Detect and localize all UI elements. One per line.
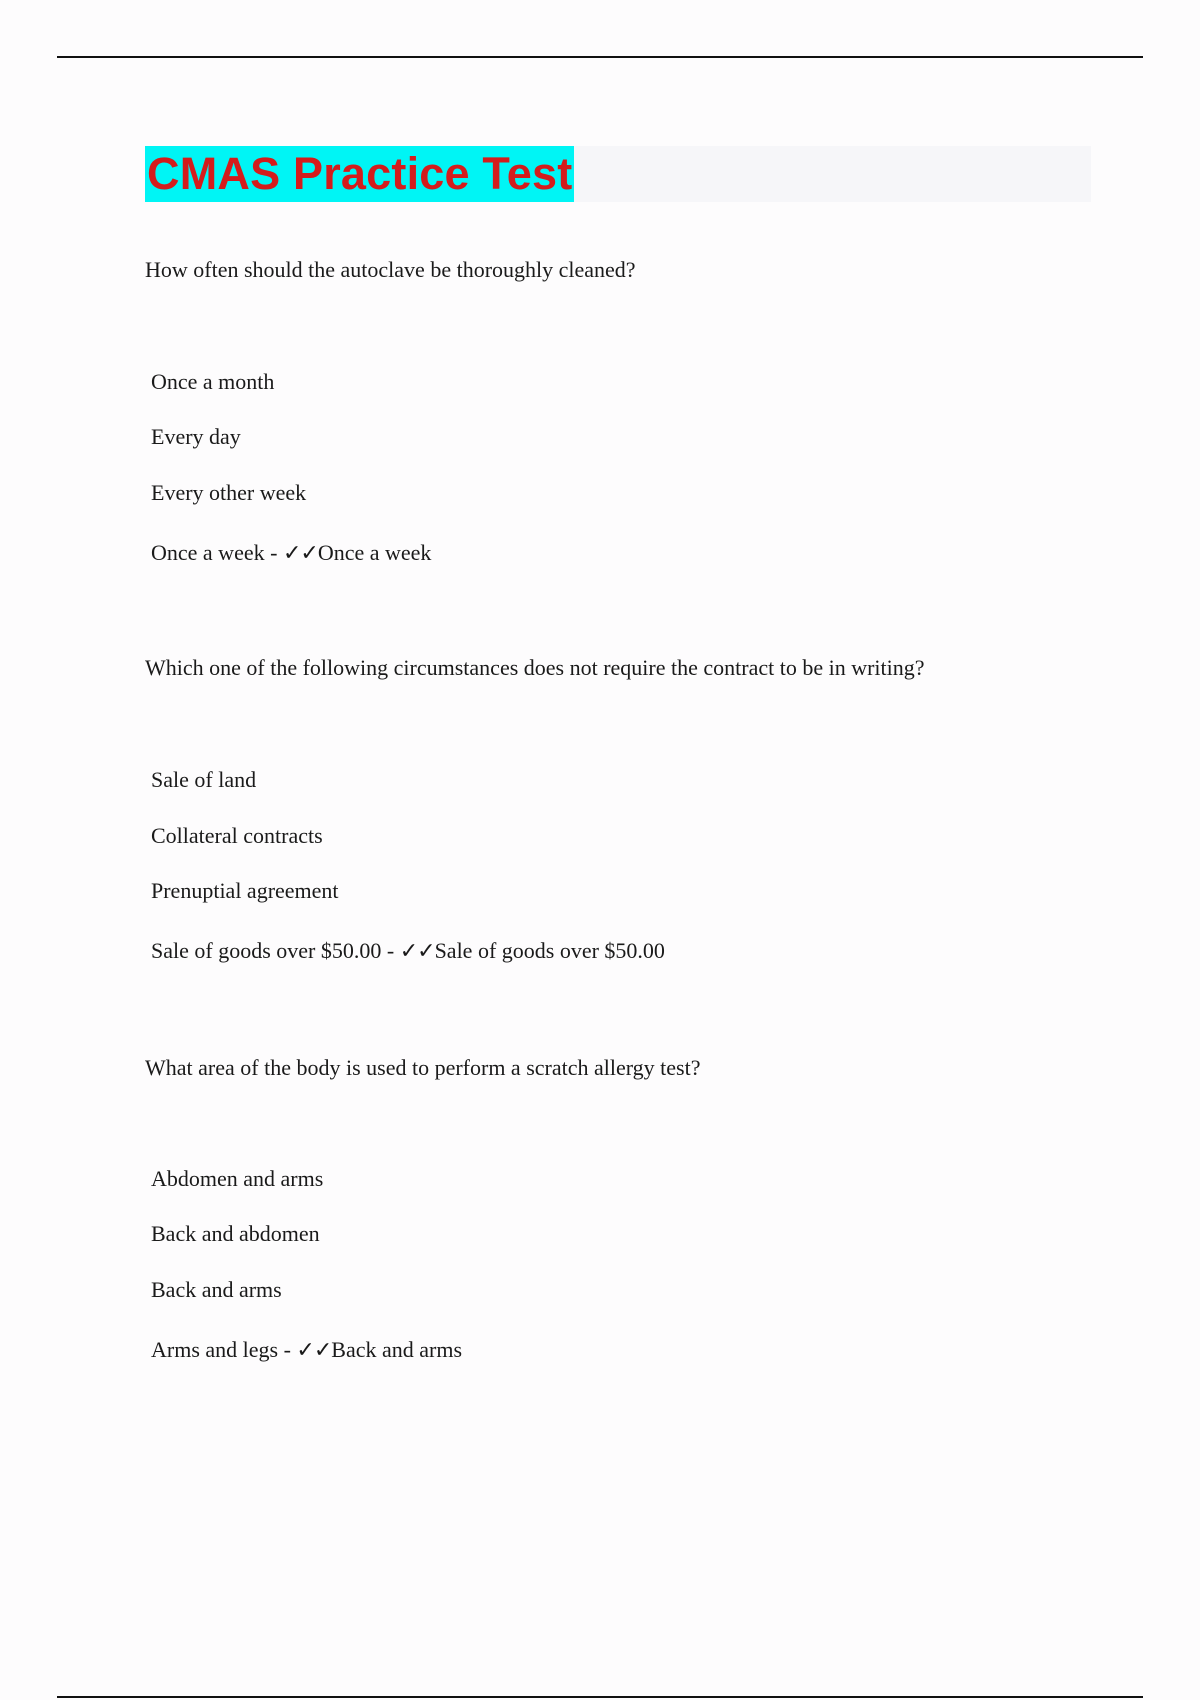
question-3-option-1: Abdomen and arms: [151, 1166, 324, 1191]
question-3-option-4: Arms and legs -: [151, 1337, 297, 1362]
document-title: CMAS Practice Test: [147, 148, 573, 199]
question-2-option-3: Prenuptial agreement: [151, 878, 339, 903]
question-1-option-2: Every day: [151, 424, 241, 449]
question-2-option-4-with-answer: [151, 938, 665, 965]
question-2-answer: Sale of goods over $50.00: [434, 938, 665, 963]
question-2-option-1: Sale of land: [151, 767, 257, 792]
question-1-option-4-with-answer: [151, 540, 431, 567]
question-1-text: How often should the autoclave be thoroughly cleaned?: [145, 257, 636, 282]
question-3-option-2: Back and abdomen: [151, 1221, 320, 1246]
question-3-text: What area of the body is used to perform a scratch allergy test?: [145, 1055, 701, 1080]
check-mark-icon: ✓✓: [296, 1338, 332, 1363]
question-1-option-4: Once a week -: [151, 540, 283, 565]
question-1-option-1: Once a month: [151, 369, 275, 394]
question-1-option-3: Every other week: [151, 480, 307, 505]
question-2-option-2: Collateral contracts: [151, 823, 323, 848]
question-3-answer: Back and arms: [331, 1337, 463, 1362]
question-1-answer: Once a week: [317, 540, 432, 565]
title-highlight: [145, 146, 574, 202]
question-2-option-4: Sale of goods over $50.00 -: [151, 938, 400, 963]
check-mark-icon: ✓✓: [399, 939, 435, 964]
question-3-option-3: Back and arms: [151, 1277, 282, 1302]
question-2-text: Which one of the following circumstances does not require the contract to be in writing?: [145, 655, 925, 680]
check-mark-icon: ✓✓: [282, 541, 318, 566]
question-3-option-4-with-answer: [151, 1337, 462, 1364]
bottom-rule: [57, 1696, 1143, 1698]
top-rule: [57, 56, 1143, 58]
